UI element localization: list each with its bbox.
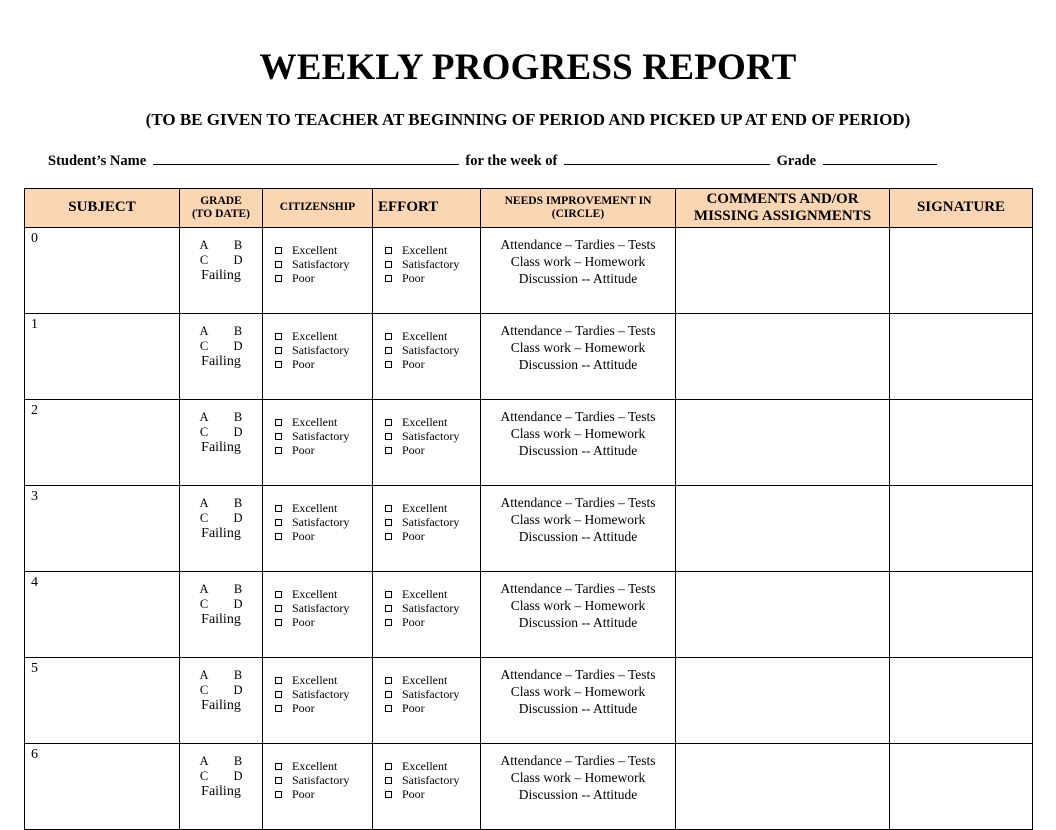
comments-cell[interactable]: [676, 400, 890, 486]
citizenship-option-label: Excellent: [292, 587, 338, 601]
grade-cell: [180, 572, 263, 658]
citizenship-option-label: Excellent: [292, 501, 338, 515]
subject-cell[interactable]: [25, 572, 180, 658]
needs-improvement-line3[interactable]: Discussion -- Attitude: [518, 615, 638, 630]
table-row: [25, 400, 1033, 486]
period-number: 6: [31, 747, 38, 762]
citizenship-option[interactable]: [275, 429, 372, 443]
citizenship-option[interactable]: [275, 515, 372, 529]
effort-option[interactable]: [385, 759, 480, 773]
effort-options: [373, 486, 480, 543]
citizenship-options: [263, 314, 372, 371]
grade-pair-cd: [180, 683, 262, 698]
header-signature: SIGNATURE: [890, 189, 1033, 228]
checkbox-icon[interactable]: [385, 619, 392, 626]
grade-option-c[interactable]: C: [199, 425, 209, 439]
checkbox-icon[interactable]: [385, 447, 392, 454]
checkbox-icon[interactable]: [275, 705, 282, 712]
grade-cell: [180, 486, 263, 572]
grade-pair-ab: [180, 238, 262, 253]
table-row: [25, 658, 1033, 744]
grade-pair-ab: [180, 668, 262, 683]
grade-option-a[interactable]: A: [199, 582, 209, 596]
checkbox-icon[interactable]: [275, 533, 282, 540]
week-label: for the week of: [465, 153, 558, 169]
needs-improvement-cell: [481, 486, 676, 572]
checkbox-icon[interactable]: [275, 505, 282, 512]
needs-improvement-cell: [481, 400, 676, 486]
needs-improvement-cell: [481, 314, 676, 400]
citizenship-option[interactable]: [275, 529, 372, 543]
citizenship-options: [263, 486, 372, 543]
grade-option-d[interactable]: D: [233, 339, 243, 353]
effort-option[interactable]: [385, 773, 480, 787]
effort-option[interactable]: [385, 587, 480, 601]
checkbox-icon[interactable]: [385, 361, 392, 368]
grade-pair-ab: [180, 582, 262, 597]
checkbox-icon[interactable]: [275, 347, 282, 354]
citizenship-option-label: Poor: [292, 443, 315, 457]
checkbox-icon[interactable]: [385, 275, 392, 282]
grade-cell: [180, 658, 263, 744]
citizenship-option-label: Satisfactory: [292, 257, 350, 271]
grade-field[interactable]: [823, 150, 937, 165]
checkbox-icon[interactable]: [385, 791, 392, 798]
checkbox-icon[interactable]: [385, 419, 392, 426]
citizenship-option[interactable]: [275, 759, 372, 773]
grade-option-failing[interactable]: Failing: [201, 698, 241, 713]
citizenship-option-label: Poor: [292, 615, 315, 629]
citizenship-option[interactable]: [275, 587, 372, 601]
needs-improvement-line3[interactable]: Discussion -- Attitude: [518, 357, 638, 372]
header-comments-line1: COMMENTS AND/OR: [706, 190, 859, 207]
checkbox-icon[interactable]: [275, 447, 282, 454]
effort-option[interactable]: [385, 343, 480, 357]
grade-option-d[interactable]: D: [233, 597, 243, 611]
effort-option-label: Excellent: [402, 501, 448, 515]
needs-improvement-line2[interactable]: Class work – Homework: [510, 770, 646, 785]
citizenship-option-label: Satisfactory: [292, 773, 350, 787]
period-number: 5: [31, 661, 38, 676]
citizenship-option[interactable]: [275, 601, 372, 615]
grade-option-d[interactable]: D: [233, 683, 243, 697]
checkbox-icon[interactable]: [385, 777, 392, 784]
signature-cell[interactable]: [890, 744, 1033, 830]
grade-option-b[interactable]: B: [233, 582, 243, 596]
citizenship-options: [263, 228, 372, 285]
citizenship-cell: [263, 658, 373, 744]
table-row: [25, 572, 1033, 658]
checkbox-icon[interactable]: [385, 591, 392, 598]
grade-option-b[interactable]: B: [233, 324, 243, 338]
needs-improvement-line1[interactable]: Attendance – Tardies – Tests: [500, 667, 656, 682]
grade-option-c[interactable]: C: [199, 253, 209, 267]
grade-cell: [180, 744, 263, 830]
effort-option-label: Satisfactory: [402, 429, 460, 443]
comments-cell[interactable]: [676, 486, 890, 572]
grade-pair-cd: [180, 253, 262, 268]
needs-improvement-cell: [481, 658, 676, 744]
effort-option-label: Excellent: [402, 587, 448, 601]
checkbox-icon[interactable]: [385, 763, 392, 770]
grade-option-c[interactable]: C: [199, 769, 209, 783]
citizenship-cell: [263, 314, 373, 400]
effort-option-label: Satisfactory: [402, 515, 460, 529]
grade-option-c[interactable]: C: [199, 683, 209, 697]
grade-option-b[interactable]: B: [233, 238, 243, 252]
grade-pair-cd: [180, 597, 262, 612]
effort-option[interactable]: [385, 515, 480, 529]
checkbox-icon[interactable]: [275, 605, 282, 612]
checkbox-icon[interactable]: [385, 261, 392, 268]
checkbox-icon[interactable]: [385, 347, 392, 354]
student-name-label: Student’s Name: [48, 153, 147, 169]
effort-cell: [373, 314, 481, 400]
effort-option-label: Excellent: [402, 759, 448, 773]
effort-option-label: Satisfactory: [402, 687, 460, 701]
citizenship-option-label: Poor: [292, 787, 315, 801]
period-number: 2: [31, 403, 38, 418]
checkbox-icon[interactable]: [275, 691, 282, 698]
grade-pair-ab: [180, 324, 262, 339]
grade-option-b[interactable]: B: [233, 668, 243, 682]
header-grade-line1: GRADE: [200, 194, 242, 207]
header-grade-line2: (TO DATE): [191, 208, 251, 220]
checkbox-icon[interactable]: [275, 261, 282, 268]
grade-option-a[interactable]: A: [199, 238, 209, 252]
checkbox-icon[interactable]: [385, 677, 392, 684]
grade-label: Grade: [776, 153, 817, 169]
effort-option[interactable]: [385, 271, 480, 285]
effort-option[interactable]: [385, 429, 480, 443]
checkbox-icon[interactable]: [275, 677, 282, 684]
grade-option-c[interactable]: C: [199, 511, 209, 525]
effort-option-label: Poor: [402, 701, 425, 715]
citizenship-option-label: Satisfactory: [292, 343, 350, 357]
subject-cell[interactable]: [25, 486, 180, 572]
grade-cell: [180, 400, 263, 486]
effort-options: [373, 400, 480, 457]
effort-cell: [373, 228, 481, 314]
header-subject: SUBJECT: [25, 189, 180, 228]
table-row: [25, 228, 1033, 314]
signature-cell[interactable]: [890, 228, 1033, 314]
checkbox-icon[interactable]: [385, 247, 392, 254]
citizenship-option-label: Satisfactory: [292, 515, 350, 529]
grade-option-failing[interactable]: Failing: [201, 440, 241, 455]
grade-cell: [180, 314, 263, 400]
comments-cell[interactable]: [676, 228, 890, 314]
week-field[interactable]: [564, 150, 770, 165]
period-number: 4: [31, 575, 38, 590]
header-comments-line2: MISSING ASSIGNMENTS: [693, 208, 872, 224]
citizenship-option[interactable]: [275, 343, 372, 357]
needs-improvement-line1[interactable]: Attendance – Tardies – Tests: [500, 753, 656, 768]
checkbox-icon[interactable]: [275, 433, 282, 440]
citizenship-option[interactable]: [275, 673, 372, 687]
citizenship-option[interactable]: [275, 615, 372, 629]
grade-option-a[interactable]: A: [199, 668, 209, 682]
grade-option-a[interactable]: A: [199, 496, 209, 510]
grade-pair-ab: [180, 496, 262, 511]
period-number: 1: [31, 317, 38, 332]
needs-improvement-line3[interactable]: Discussion -- Attitude: [518, 701, 638, 716]
checkbox-icon[interactable]: [385, 533, 392, 540]
effort-cell: [373, 572, 481, 658]
comments-cell[interactable]: [676, 572, 890, 658]
citizenship-option-label: Poor: [292, 529, 315, 543]
grade-option-failing[interactable]: Failing: [201, 526, 241, 541]
checkbox-icon[interactable]: [385, 519, 392, 526]
citizenship-cell: [263, 228, 373, 314]
citizenship-option[interactable]: [275, 257, 372, 271]
subject-cell[interactable]: [25, 400, 180, 486]
needs-improvement-line2[interactable]: Class work – Homework: [510, 598, 646, 613]
header-grade: [180, 189, 263, 228]
page-subtitle: (TO BE GIVEN TO TEACHER AT BEGINNING OF PERIOD AND PICKED UP AT END OF PERIOD): [145, 110, 911, 129]
period-number: 0: [31, 231, 38, 246]
citizenship-options: [263, 658, 372, 715]
citizenship-option[interactable]: [275, 773, 372, 787]
grade-option-failing[interactable]: Failing: [201, 268, 241, 283]
grade-option-failing[interactable]: Failing: [201, 612, 241, 627]
checkbox-icon[interactable]: [275, 777, 282, 784]
needs-improvement-line1[interactable]: Attendance – Tardies – Tests: [500, 323, 656, 338]
effort-option-label: Excellent: [402, 415, 448, 429]
checkbox-icon[interactable]: [385, 691, 392, 698]
header-needs-improvement: [481, 189, 676, 228]
effort-cell: [373, 486, 481, 572]
effort-option-label: Satisfactory: [402, 343, 460, 357]
checkbox-icon[interactable]: [385, 605, 392, 612]
grade-option-a[interactable]: A: [199, 324, 209, 338]
citizenship-option[interactable]: [275, 357, 372, 371]
checkbox-icon[interactable]: [385, 705, 392, 712]
citizenship-cell: [263, 744, 373, 830]
checkbox-icon[interactable]: [385, 333, 392, 340]
effort-options: [373, 744, 480, 801]
effort-cell: [373, 744, 481, 830]
comments-cell[interactable]: [676, 744, 890, 830]
header-needs-line2: (CIRCLE): [551, 208, 605, 220]
needs-improvement-line3[interactable]: Discussion -- Attitude: [518, 787, 638, 802]
needs-improvement-cell: [481, 744, 676, 830]
citizenship-option[interactable]: [275, 443, 372, 457]
effort-option-label: Excellent: [402, 673, 448, 687]
signature-cell[interactable]: [890, 658, 1033, 744]
citizenship-option-label: Satisfactory: [292, 687, 350, 701]
checkbox-icon[interactable]: [275, 619, 282, 626]
needs-improvement-line3[interactable]: Discussion -- Attitude: [518, 443, 638, 458]
citizenship-option-label: Excellent: [292, 243, 338, 257]
effort-option-label: Poor: [402, 443, 425, 457]
citizenship-cell: [263, 572, 373, 658]
needs-improvement-line2[interactable]: Class work – Homework: [510, 426, 646, 441]
citizenship-option-label: Excellent: [292, 329, 338, 343]
needs-improvement-line1[interactable]: Attendance – Tardies – Tests: [500, 237, 656, 252]
needs-improvement-line1[interactable]: Attendance – Tardies – Tests: [500, 409, 656, 424]
grade-pair-cd: [180, 425, 262, 440]
effort-option-label: Excellent: [402, 329, 448, 343]
needs-improvement-line1[interactable]: Attendance – Tardies – Tests: [500, 495, 656, 510]
needs-improvement-line1[interactable]: Attendance – Tardies – Tests: [500, 581, 656, 596]
citizenship-option[interactable]: [275, 787, 372, 801]
table-row: [25, 486, 1033, 572]
checkbox-icon[interactable]: [275, 763, 282, 770]
effort-option-label: Satisfactory: [402, 601, 460, 615]
effort-option[interactable]: [385, 329, 480, 343]
effort-option[interactable]: [385, 443, 480, 457]
citizenship-option[interactable]: [275, 701, 372, 715]
grade-pair-cd: [180, 511, 262, 526]
citizenship-options: [263, 744, 372, 801]
needs-improvement-line2[interactable]: Class work – Homework: [510, 684, 646, 699]
checkbox-icon[interactable]: [385, 433, 392, 440]
signature-cell[interactable]: [890, 314, 1033, 400]
header-effort: EFFORT: [373, 189, 481, 228]
grade-option-a[interactable]: A: [199, 410, 209, 424]
grade-option-b[interactable]: B: [233, 754, 243, 768]
grade-option-c[interactable]: C: [199, 339, 209, 353]
effort-option[interactable]: [385, 701, 480, 715]
student-info-line: [48, 150, 940, 170]
citizenship-option-label: Poor: [292, 701, 315, 715]
citizenship-option-label: Poor: [292, 357, 315, 371]
effort-option[interactable]: [385, 787, 480, 801]
effort-option-label: Poor: [402, 529, 425, 543]
checkbox-icon[interactable]: [275, 519, 282, 526]
grade-pair-ab: [180, 754, 262, 769]
comments-cell[interactable]: [676, 314, 890, 400]
effort-option[interactable]: [385, 243, 480, 257]
citizenship-cell: [263, 400, 373, 486]
citizenship-option-label: Satisfactory: [292, 601, 350, 615]
grade-option-b[interactable]: B: [233, 496, 243, 510]
effort-option[interactable]: [385, 687, 480, 701]
effort-option-label: Poor: [402, 357, 425, 371]
effort-options: [373, 314, 480, 371]
checkbox-icon[interactable]: [275, 591, 282, 598]
grade-option-d[interactable]: D: [233, 511, 243, 525]
grade-pair-cd: [180, 769, 262, 784]
effort-cell: [373, 400, 481, 486]
header-citizenship: CITIZENSHIP: [263, 189, 373, 228]
grade-pair-cd: [180, 339, 262, 354]
effort-option-label: Poor: [402, 271, 425, 285]
checkbox-icon[interactable]: [275, 247, 282, 254]
effort-option-label: Satisfactory: [402, 773, 460, 787]
checkbox-icon[interactable]: [275, 419, 282, 426]
grade-option-b[interactable]: B: [233, 410, 243, 424]
grade-option-failing[interactable]: Failing: [201, 784, 241, 799]
citizenship-option[interactable]: [275, 243, 372, 257]
effort-option-label: Poor: [402, 787, 425, 801]
period-number: 3: [31, 489, 38, 504]
grade-option-d[interactable]: D: [233, 769, 243, 783]
needs-improvement-cell: [481, 572, 676, 658]
effort-option[interactable]: [385, 415, 480, 429]
grade-option-a[interactable]: A: [199, 754, 209, 768]
citizenship-options: [263, 400, 372, 457]
citizenship-option[interactable]: [275, 271, 372, 285]
effort-option[interactable]: [385, 501, 480, 515]
grade-cell: [180, 228, 263, 314]
grade-option-d[interactable]: D: [233, 253, 243, 267]
needs-improvement-line2[interactable]: Class work – Homework: [510, 512, 646, 527]
effort-option[interactable]: [385, 601, 480, 615]
effort-options: [373, 228, 480, 285]
checkbox-icon[interactable]: [385, 505, 392, 512]
citizenship-option[interactable]: [275, 415, 372, 429]
effort-option[interactable]: [385, 357, 480, 371]
header-comments: [676, 189, 890, 228]
subject-cell[interactable]: [25, 314, 180, 400]
citizenship-option-label: Excellent: [292, 415, 338, 429]
student-name-field[interactable]: [153, 150, 459, 165]
effort-option[interactable]: [385, 257, 480, 271]
citizenship-options: [263, 572, 372, 629]
checkbox-icon[interactable]: [275, 361, 282, 368]
effort-options: [373, 658, 480, 715]
table-row: [25, 314, 1033, 400]
effort-option[interactable]: [385, 529, 480, 543]
header-needs-line1: NEEDS IMPROVEMENT IN: [504, 194, 652, 207]
table-header-row: [25, 189, 1033, 228]
grade-option-d[interactable]: D: [233, 425, 243, 439]
needs-improvement-line2[interactable]: Class work – Homework: [510, 254, 646, 269]
needs-improvement-line3[interactable]: Discussion -- Attitude: [518, 271, 638, 286]
checkbox-icon[interactable]: [275, 275, 282, 282]
subject-cell[interactable]: [25, 228, 180, 314]
effort-option-label: Poor: [402, 615, 425, 629]
checkbox-icon[interactable]: [275, 333, 282, 340]
signature-cell[interactable]: [890, 400, 1033, 486]
grade-pair-ab: [180, 410, 262, 425]
citizenship-option-label: Poor: [292, 271, 315, 285]
effort-option[interactable]: [385, 673, 480, 687]
table-row: [25, 744, 1033, 830]
citizenship-option[interactable]: [275, 687, 372, 701]
subject-cell[interactable]: [25, 658, 180, 744]
page-title: WEEKLY PROGRESS REPORT: [259, 47, 797, 88]
citizenship-option-label: Satisfactory: [292, 429, 350, 443]
comments-cell[interactable]: [676, 658, 890, 744]
subject-cell[interactable]: [25, 744, 180, 830]
citizenship-option-label: Excellent: [292, 673, 338, 687]
needs-improvement-cell: [481, 228, 676, 314]
effort-option-label: Excellent: [402, 243, 448, 257]
effort-cell: [373, 658, 481, 744]
grade-option-c[interactable]: C: [199, 597, 209, 611]
effort-option[interactable]: [385, 615, 480, 629]
citizenship-cell: [263, 486, 373, 572]
needs-improvement-line2[interactable]: Class work – Homework: [510, 340, 646, 355]
effort-options: [373, 572, 480, 629]
signature-cell[interactable]: [890, 486, 1033, 572]
citizenship-option[interactable]: [275, 501, 372, 515]
signature-cell[interactable]: [890, 572, 1033, 658]
effort-option-label: Satisfactory: [402, 257, 460, 271]
progress-table: [24, 188, 1033, 830]
checkbox-icon[interactable]: [275, 791, 282, 798]
citizenship-option-label: Excellent: [292, 759, 338, 773]
needs-improvement-line3[interactable]: Discussion -- Attitude: [518, 529, 638, 544]
grade-option-failing[interactable]: Failing: [201, 354, 241, 369]
citizenship-option[interactable]: [275, 329, 372, 343]
